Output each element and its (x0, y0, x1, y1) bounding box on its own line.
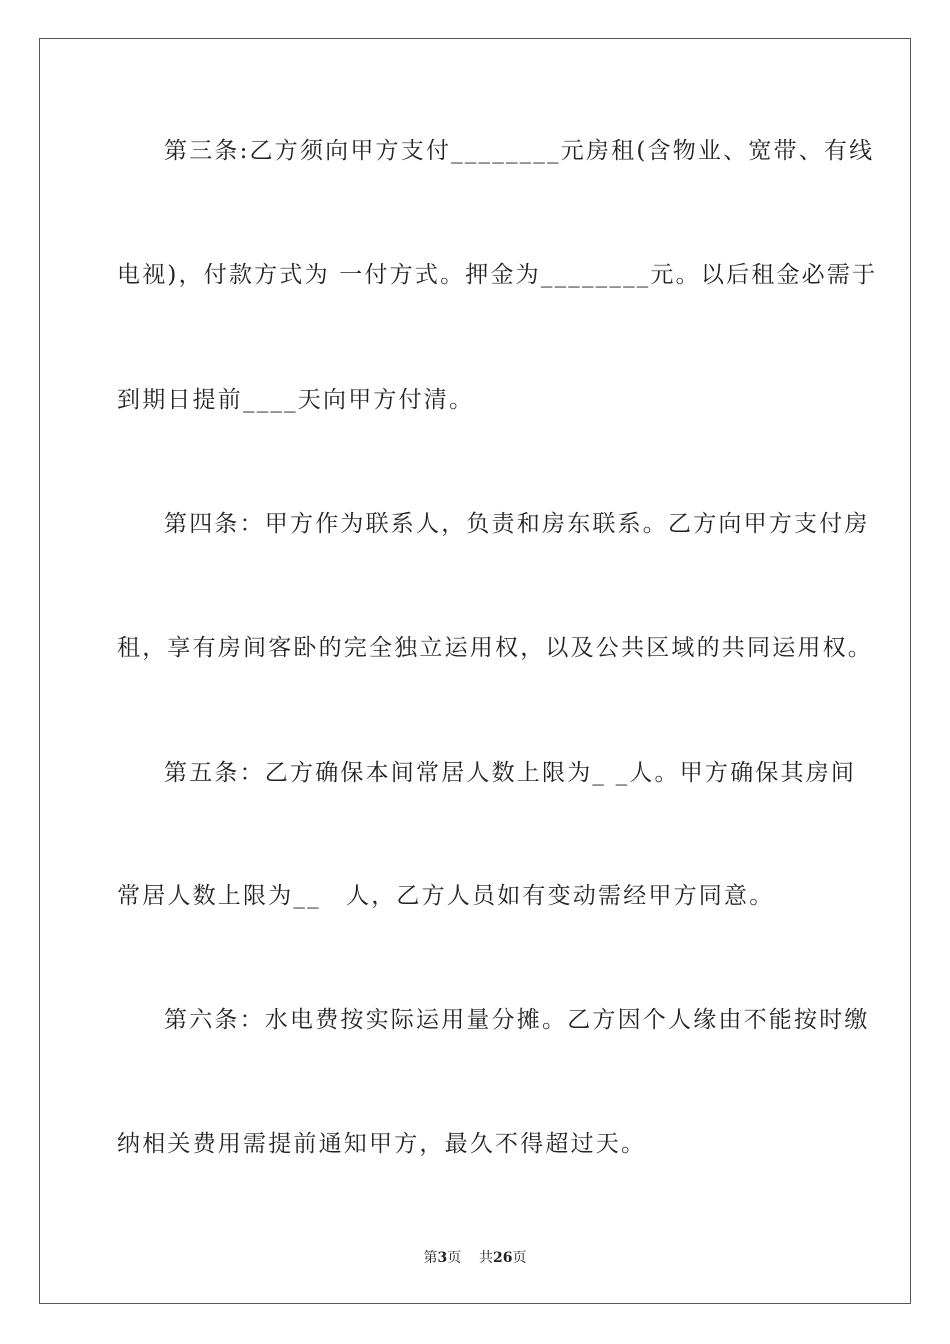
total-suffix: 页 (512, 1250, 527, 1266)
clause-4-line-1: 第四条：甲方作为联系人，负责和房东联系。乙方向甲方支付房 (164, 511, 870, 537)
total-pages: 26 (493, 1250, 513, 1266)
clause-3-line-1: 第三条:乙方须向甲方支付________元房租(含物业、宽带、有线 (164, 138, 875, 164)
page-border (39, 38, 911, 1304)
page-number: 3 (437, 1250, 448, 1266)
total-prefix: 共 (479, 1250, 494, 1266)
page-suffix: 页 (447, 1250, 462, 1266)
clause-3-line-3: 到期日提前____天向甲方付清。 (117, 387, 475, 413)
clause-6-line-2: 纳相关费用需提前通知甲方，最久不得超过天。 (117, 1131, 647, 1157)
clause-6-line-1: 第六条：水电费按实际运用量分摊。乙方因个人缘由不能按时缴 (164, 1007, 870, 1033)
page-footer (0, 1247, 950, 1267)
clause-5-line-2: 常居人数上限为__ 人，乙方人员如有变动需经甲方同意。 (117, 883, 775, 909)
clause-5-line-1: 第五条：乙方确保本间常居人数上限为_ _人。甲方确保其房间 (164, 760, 857, 786)
page-prefix: 第 (423, 1250, 438, 1266)
clause-4-line-2: 租，享有房间客卧的完全独立运用权，以及公共区域的共同运用权。 (117, 635, 873, 661)
clause-3-line-2: 电视)，付款方式为 一付方式。押金为________元。以后租金必需于 (117, 262, 878, 288)
